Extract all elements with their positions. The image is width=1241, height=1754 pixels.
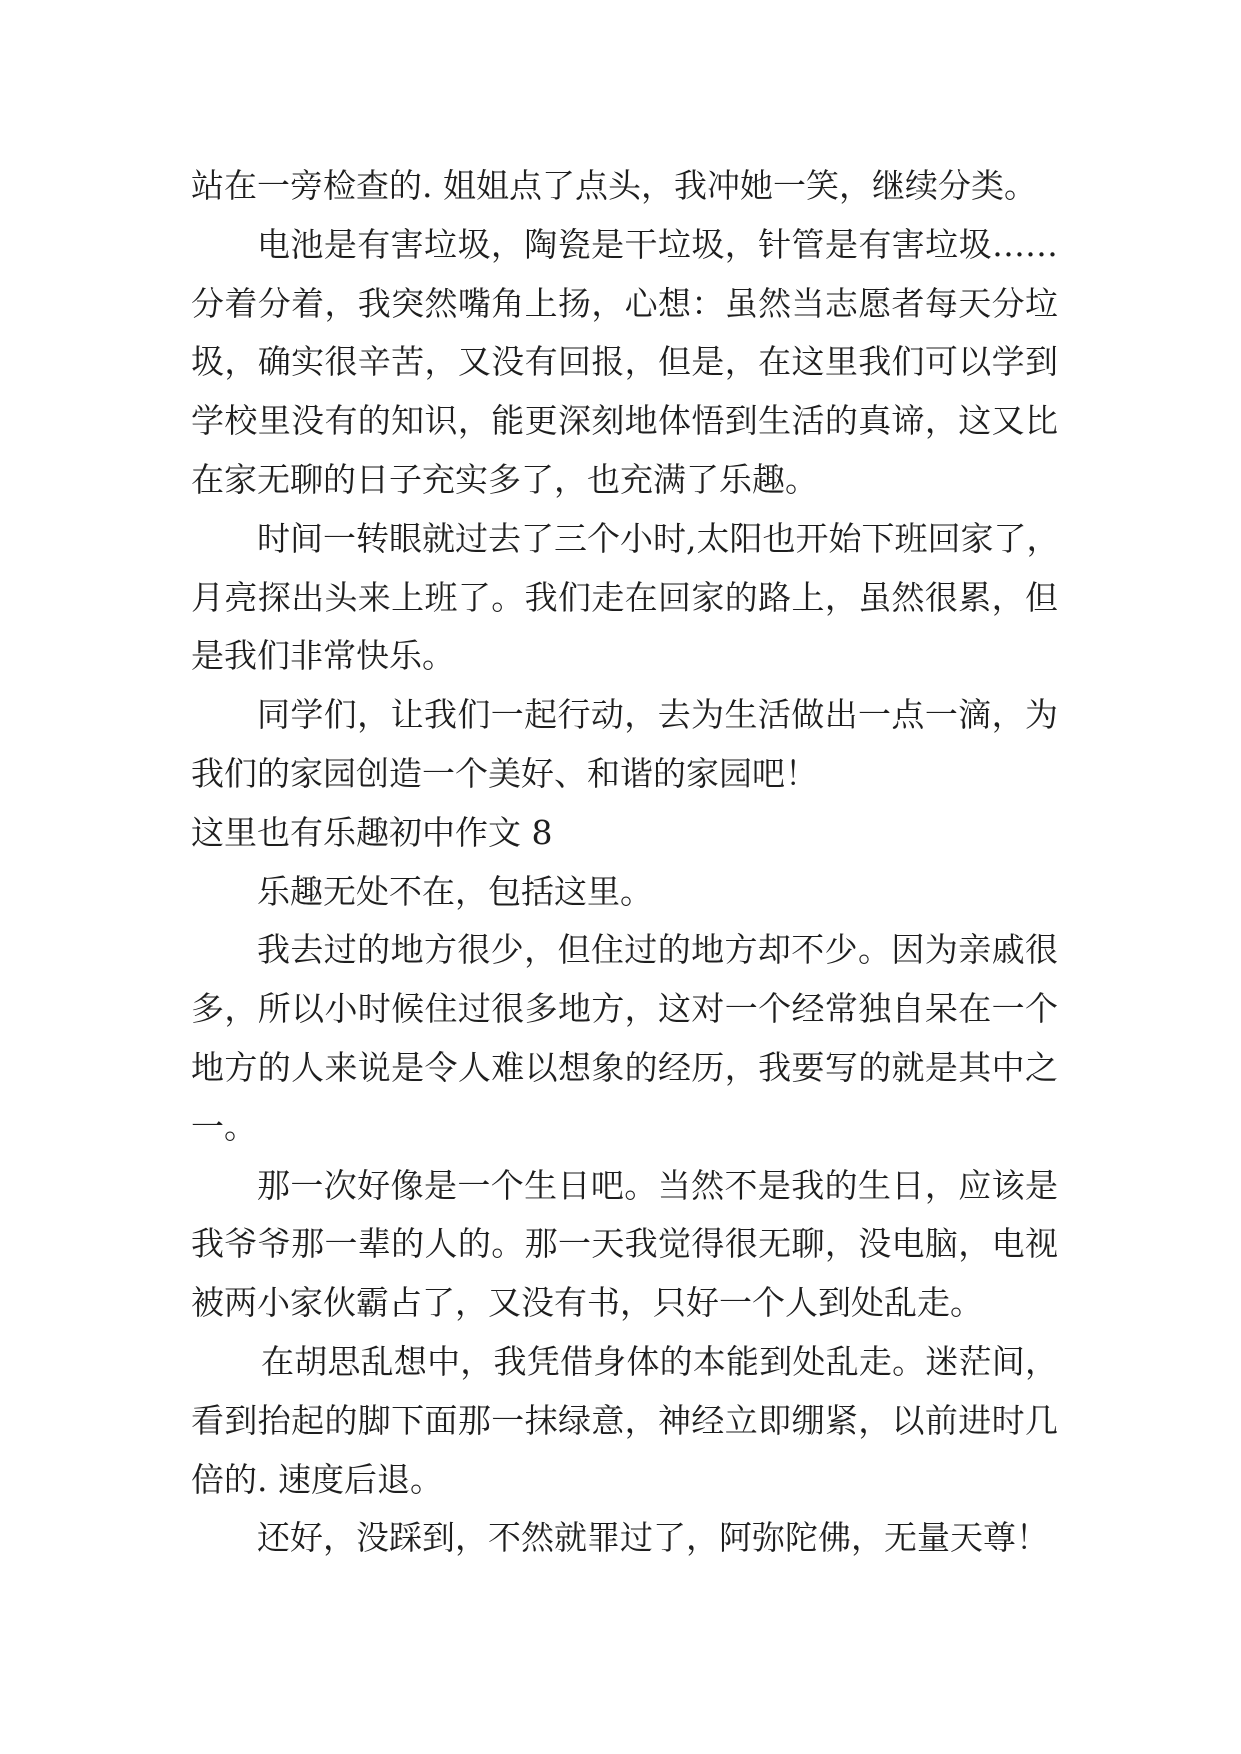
text-line: 分着分着，我突然嘴角上扬，心想：虽然当志愿者每天分垃 <box>191 284 1058 323</box>
paragraph-first-line: 时间一转眼就过去了三个小时,太阳也开始下班回家了， <box>257 519 1060 558</box>
text-line: 我爷爷那一辈的人的。那一天我觉得很无聊，没电脑，电视 <box>191 1224 1058 1263</box>
text-line: 多，所以小时候住过很多地方，这对一个经常独自呆在一个 <box>191 989 1058 1028</box>
text-line: 我们的家园创造一个美好、和谐的家园吧！ <box>191 754 818 793</box>
paragraph-first-line: 乐趣无处不在，包括这里。 <box>257 872 653 911</box>
paragraph-first-line: 在胡思乱想中，我凭借身体的本能到处乱走。迷茫间， <box>261 1342 1058 1381</box>
text-line: 一。 <box>191 1107 257 1146</box>
text-line: 看到抬起的脚下面那一抹绿意，神经立即绷紧，以前进时几 <box>191 1401 1058 1440</box>
text-line: 月亮探出头来上班了。我们走在回家的路上，虽然很累，但 <box>191 578 1058 617</box>
paragraph-first-line: 电池是有害垃圾，陶瓷是干垃圾，针管是有害垃圾…… <box>257 225 1058 264</box>
text-line: 学校里没有的知识，能更深刻地体悟到生活的真谛，这又比 <box>191 401 1058 440</box>
essay-title: 这里也有乐趣初中作文 8 <box>191 813 553 852</box>
text-line: 在家无聊的日子充实多了，也充满了乐趣。 <box>191 460 818 499</box>
paragraph-first-line: 那一次好像是一个生日吧。当然不是我的生日，应该是 <box>257 1166 1058 1205</box>
text-line: 站在一旁检查的. 姐姐点了点头，我冲她一笑，继续分类。 <box>191 166 1037 205</box>
text-line: 是我们非常快乐。 <box>191 636 455 675</box>
paragraph-first-line: 同学们，让我们一起行动，去为生活做出一点一滴，为 <box>257 695 1058 734</box>
text-line: 被两小家伙霸占了，又没有书，只好一个人到处乱走。 <box>191 1283 983 1322</box>
paragraph-first-line: 还好，没踩到，不然就罪过了，阿弥陀佛，无量天尊！ <box>257 1518 1049 1557</box>
text-line: 倍的. 速度后退。 <box>191 1460 443 1499</box>
text-line: 圾，确实很辛苦，又没有回报，但是，在这里我们可以学到 <box>191 342 1058 381</box>
paragraph-first-line: 我去过的地方很少，但住过的地方却不少。因为亲戚很 <box>257 930 1058 969</box>
text-line: 地方的人来说是令人难以想象的经历，我要写的就是其中之 <box>191 1048 1058 1087</box>
